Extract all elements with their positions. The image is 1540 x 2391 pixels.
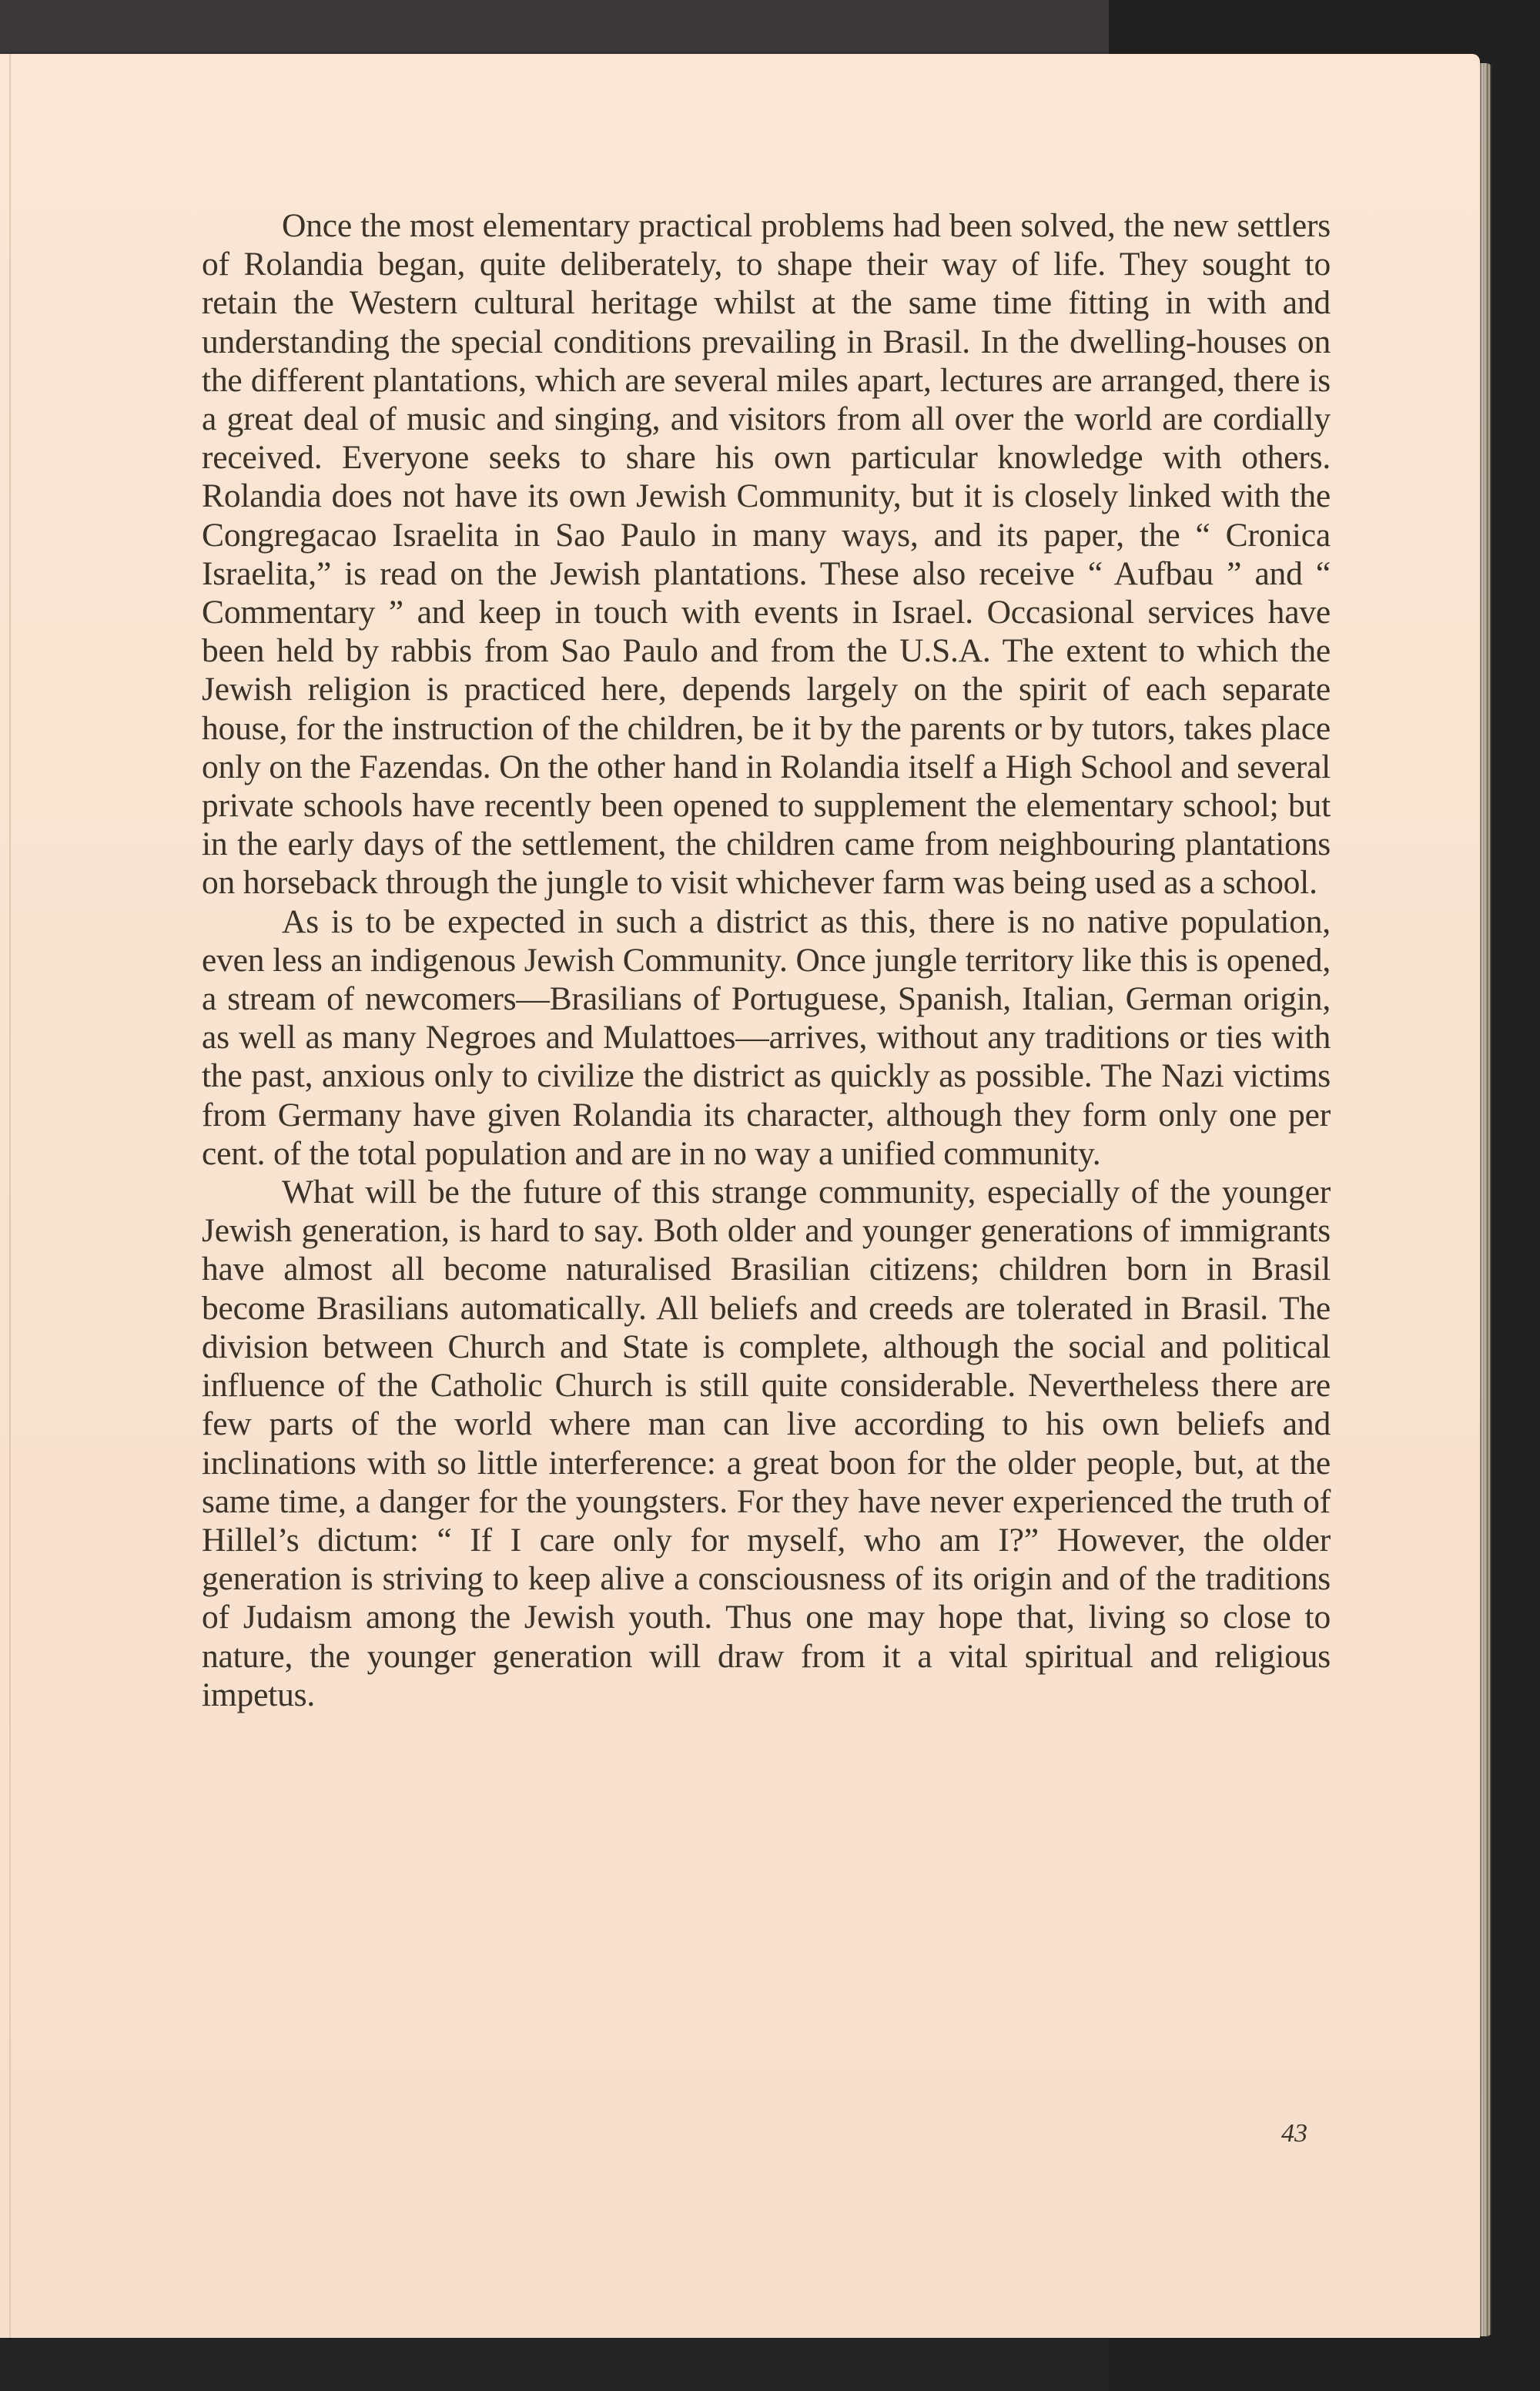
paragraph-settlers-way-of-life: Once the most elementary practical problems had been solved, the new settlers of Rolandia began, quite deliberately, to shape their way of life. They sought to retain the Western cultural heritage whilst at the same time fitting in with and understanding the special conditions prevailing in Brasil. In the dwelling-houses on the different plantations, which are several miles apart, lectures are arranged, there is a great deal of music and singing, and visitors from all over the world are cordially received. Everyone seeks to share his own particular knowledge with others. Rolandia does not have its own Jewish Community, but it is closely linked with the Congregacao Israelita in Sao Paulo in many ways, and its paper, the “ Cronica Israelita,” is read on the Jewish plantations. These also receive “ Aufbau ” and “ Commentary ” and keep in touch with events in Israel. Occasional services have been held by rabbis from Sao Paulo and from the U.S.A. The extent to which the Jewish religion is practiced here, depends largely on the spirit of each separate house, for the instruction of the children, be it by the parents or by tutors, takes place only on the Fazendas. On the other hand in Rolandia itself a High School and several private schools have recently been opened to supplement the elementary school; but in the early days of the settlement, the children came from neighbouring plantations on horseback through the jungle to visit whichever farm was being used as a school. bbox=[202, 207, 1331, 902]
body-text bbox=[202, 206, 1331, 1714]
page-number: 43 bbox=[1281, 2119, 1307, 2148]
paragraph-future-of-community: What will be the future of this strange community, especially of the younger Jewish generation, is hard to say. Both older and younger generations of immigrants have almost all become naturalised Brasilian citizens; children born in Brasil become Brasilians automatically. All beliefs and creeds are tolerated in Brasil. The division between Church and State is complete, although the social and political influence of the Catholic Church is still quite considerable. Nevertheless there are few parts of the world where man can live according to his own beliefs and inclinations with so little interference: a great boon for the older people, but, at the same time, a danger for the youngsters. For they have never experienced the truth of Hillel’s dictum: “ If I care only for myself, who am I?” However, the older generation is striving to keep alive a consciousness of its origin and of the traditions of Judaism among the Jewish youth. Thus one may hope that, living so close to nature, the younger generation will draw from it a vital spiritual and religious impetus. bbox=[202, 1174, 1331, 1713]
binding-gutter bbox=[9, 54, 11, 2338]
scan-background-left bbox=[0, 0, 1109, 62]
paragraph-native-population: As is to be expected in such a district as this, there is no native population, even less an indigenous Jewish Community. Once jungle territory like this is opened, a stream of newcomers—Brasilians of Portuguese, Spanish, Italian, German origin, as well as many Negroes and Mulattoes—arrives, without any traditions or ties with the past, anxious only to civilize the district as quickly as possible. The Nazi victims from Germany have given Rolandia its character, although they form only one per cent. of the total population and are in no way a unified community. bbox=[202, 902, 1331, 1172]
